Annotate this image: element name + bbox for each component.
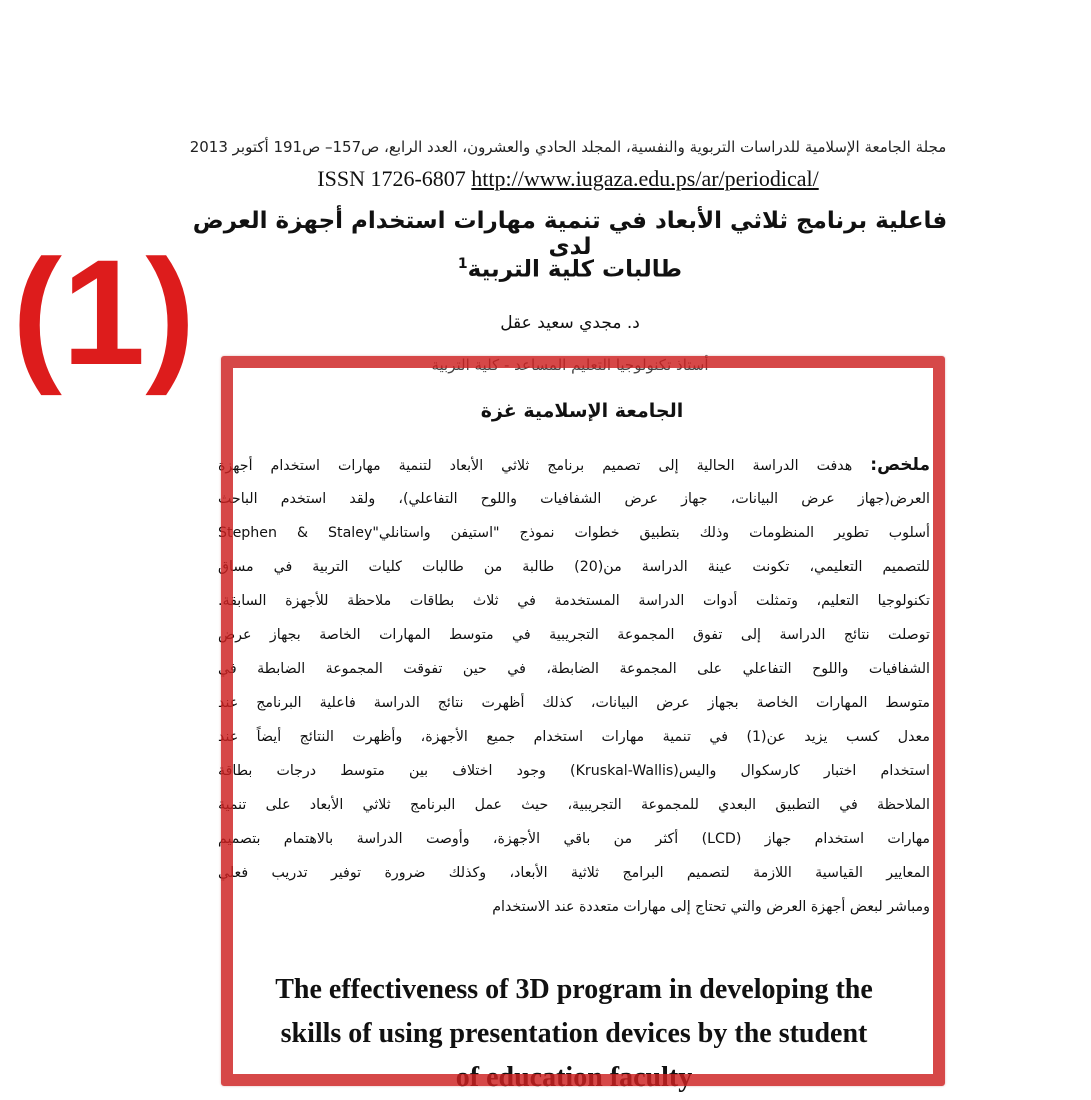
abstract-line: توصلت نتائج الدراسة إلى تفوق المجموعة التجريبية في متوسط المهارات الخاصة بجهاز عرض: [218, 627, 930, 643]
abstract-line: ومباشر لبعض أجهزة العرض والتي تحتاج إلى مهارات متعددة عند الاستخدام: [492, 899, 930, 915]
journal-citation: مجلة الجامعة الإسلامية للدراسات التربوية والنفسية، المجلد الحادي والعشرون، العدد الرابع، ص157– ص191 أكتوبر 2013: [189, 138, 947, 156]
author-position: أستاذ تكنولوجيا التعليم المساعد - كلية التربية: [431, 356, 709, 374]
abstract-line: تكنولوجيا التعليم، وتمثلت أدوات الدراسة المستخدمة في ثلاث بطاقات ملاحظة للأجهزة السابقة.: [218, 593, 930, 609]
abstract-line: معدل كسب يزيد عن(1) في تنمية مهارات استخدام جميع الأجهزة، وأظهرت النتائج أيضاً عند: [218, 729, 930, 745]
abstract-line: المعايير القياسية اللازمة لتصميم البرامج ثلاثية الأبعاد، وكذلك ضرورة توفير تدريب فعلي: [218, 865, 930, 881]
journal-url-link[interactable]: http://www.iugaza.edu.ps/ar/periodical/: [471, 166, 819, 191]
author-university: الجامعة الإسلامية غزة: [480, 400, 684, 422]
abstract-line: متوسط المهارات الخاصة بجهاز عرض البيانات، كذلك أظهرت نتائج الدراسة فاعلية البرنامج عند: [218, 695, 930, 711]
annotation-number-label: (1): [12, 228, 196, 396]
abstract-line: استخدام اختبار كارسكوال واليس(Kruskal-Wallis) وجود اختلاف بين متوسط درجات بطاقة: [218, 763, 930, 779]
abstract-line: الملاحظة في التطبيق البعدي للمجموعة التجريبية، حيث عمل البرنامج ثلاثي الأبعاد على تنمية: [218, 797, 930, 813]
abstract-line: أسلوب تطوير المنظومات وذلك بتطبيق خطوات نموذج "استيفن واستانلي"Stephen & Staley: [218, 525, 930, 541]
abstract-line: الشفافيات واللوح التفاعلي على المجموعة الضابطة، في حين تفوقت المجموعة الضابطة في: [218, 661, 930, 677]
abstract-line: مهارات استخدام جهاز (LCD) أكثر من باقي الأجهزة، وأوصت الدراسة بالاهتمام بتصميم: [218, 831, 930, 847]
arabic-title-line-2: [170, 256, 970, 283]
abstract-label: ملخص:: [870, 455, 930, 475]
title-footnote-marker: 1: [457, 256, 468, 272]
arabic-title-text: طالبات كلية التربية: [467, 256, 683, 283]
english-title: [228, 968, 920, 1093]
english-title-line-3: of education faculty: [455, 1062, 693, 1093]
issn-number: ISSN 1726-6807: [317, 166, 466, 191]
english-title-line-2: skills of using presentation devices by the student: [280, 1018, 868, 1049]
abstract-line: للتصميم التعليمي، تكونت عينة الدراسة من(20) طالبة من طالبات كليات التربية في مساق: [218, 559, 930, 575]
english-title-line-1: The effectiveness of 3D program in developing the: [275, 974, 873, 1005]
abstract-block: [218, 448, 930, 924]
arabic-title-line-1: فاعلية برنامج ثلاثي الأبعاد في تنمية مهارات استخدام أجهزة العرض لدى: [192, 208, 948, 260]
abstract-line: ملخص: هدفت الدراسة الحالية إلى تصميم برنامج ثلاثي الأبعاد لتنمية مهارات استخدام أجهزة: [218, 455, 930, 475]
abstract-line: العرض(جهاز عرض البيانات، جهاز عرض الشفافيات واللوح التفاعلي)، ولقد استخدم الباحث: [218, 491, 930, 507]
author-name: د. مجدي سعيد عقل: [500, 313, 640, 333]
issn-line: [150, 166, 986, 192]
